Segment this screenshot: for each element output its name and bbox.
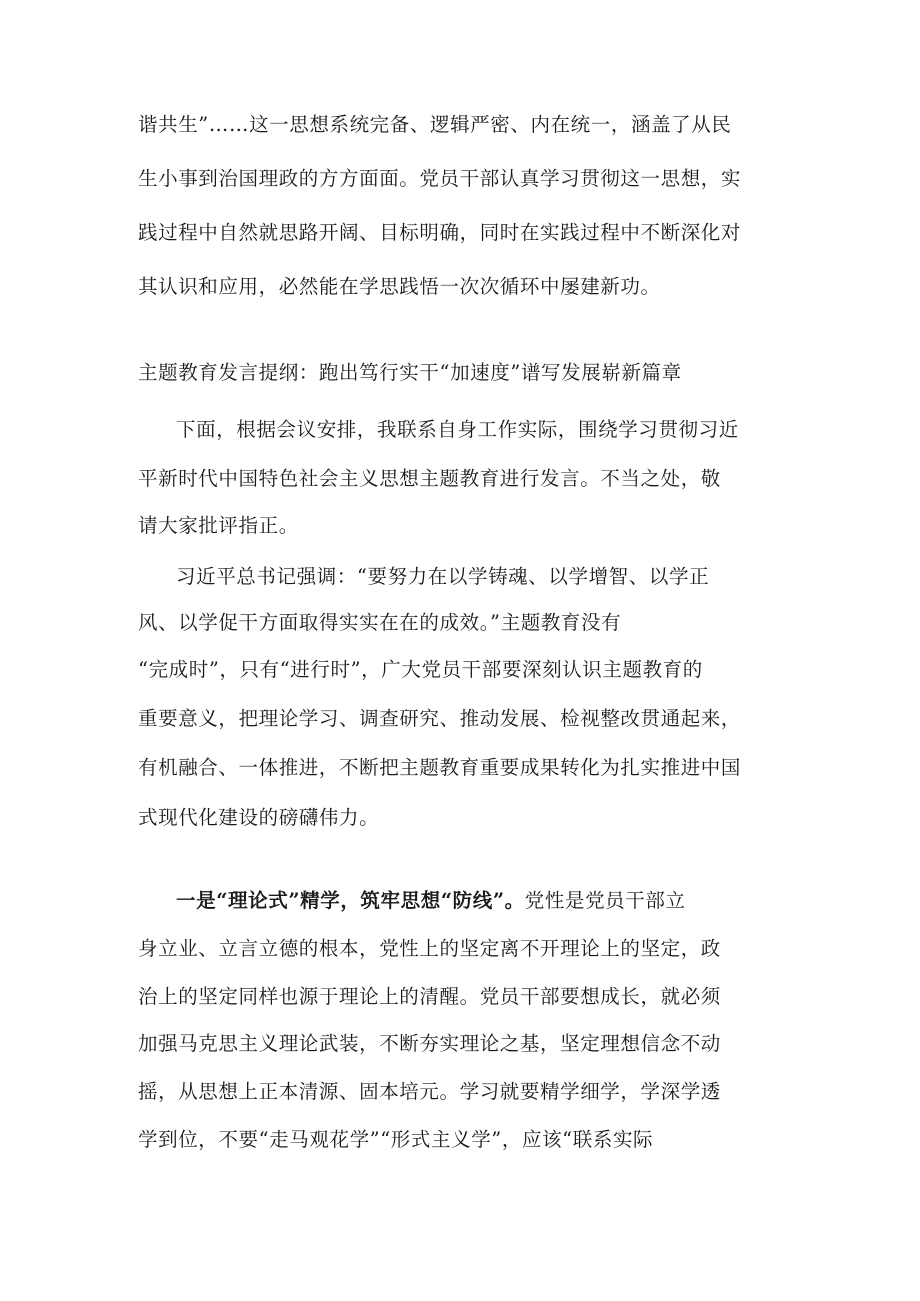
paragraph-line: 习近平总书记强调：“要努力在以学铸魂、以学增智、以学正 <box>176 565 710 588</box>
section-heading: 一是“理论式”精学，筑牢思想“防线”。 <box>176 889 525 912</box>
paragraph-line: 下面，根据会议安排，我联系自身工作实际，围绕学习贯彻习近 <box>176 418 739 441</box>
paragraph-line: 生小事到治国理政的方方面面。党员干部认真学习贯彻这一思想，实 <box>138 167 742 190</box>
paragraph-line: 风、以学促干方面取得实实在在的成效。”主题教育没有 <box>138 611 622 634</box>
paragraph-line: 其认识和应用，必然能在学思践悟一次次循环中屡建新功。 <box>138 275 661 298</box>
paragraph-line: 摇，从思想上正本清源、固本培元。学习就要精学细学，学深学透 <box>138 1080 721 1103</box>
paragraph-line: 重要意义，把理论学习、调查研究、推动发展、检视整改贯通起来， <box>138 707 742 730</box>
paragraph-line: 践过程中自然就思路开阔、目标明确，同时在实践过程中不断深化对 <box>138 221 742 244</box>
paragraph-line: 加强马克思主义理论武装，不断夯实理论之基，坚定理想信念不动 <box>138 1032 721 1055</box>
paragraph-line: 学到位，不要“走马观花学”“形式主义学”，应该“联系实际 <box>138 1128 654 1151</box>
paragraph-line: 身立业、立言立德的根本，党性上的坚定离不开理论上的坚定，政 <box>138 937 721 960</box>
document-title: 主题教育发言提纲：跑出笃行实干“加速度”谱写发展崭新篇章 <box>138 361 682 384</box>
paragraph-line: 平新时代中国特色社会主义思想主题教育进行发言。不当之处，敬 <box>138 467 721 490</box>
section-first-line <box>176 888 686 914</box>
paragraph-line: 谐共生”……这一思想系统完备、逻辑严密、内在统一，涵盖了从民 <box>138 113 732 136</box>
paragraph-line: 式现代化建设的磅礴伟力。 <box>138 806 380 829</box>
paragraph-line: “完成时”，只有“进行时”，广大党员干部要深刻认识主题教育的 <box>138 658 703 681</box>
section-first-line-text: 党性是党员干部立 <box>524 889 686 912</box>
paragraph-line: 有机融合、一体推进，不断把主题教育重要成果转化为扎实推进中国 <box>138 756 742 779</box>
paragraph-line: 治上的坚定同样也源于理论上的清醒。党员干部要想成长，就必须 <box>138 985 721 1008</box>
paragraph-line: 请大家批评指正。 <box>138 514 299 537</box>
